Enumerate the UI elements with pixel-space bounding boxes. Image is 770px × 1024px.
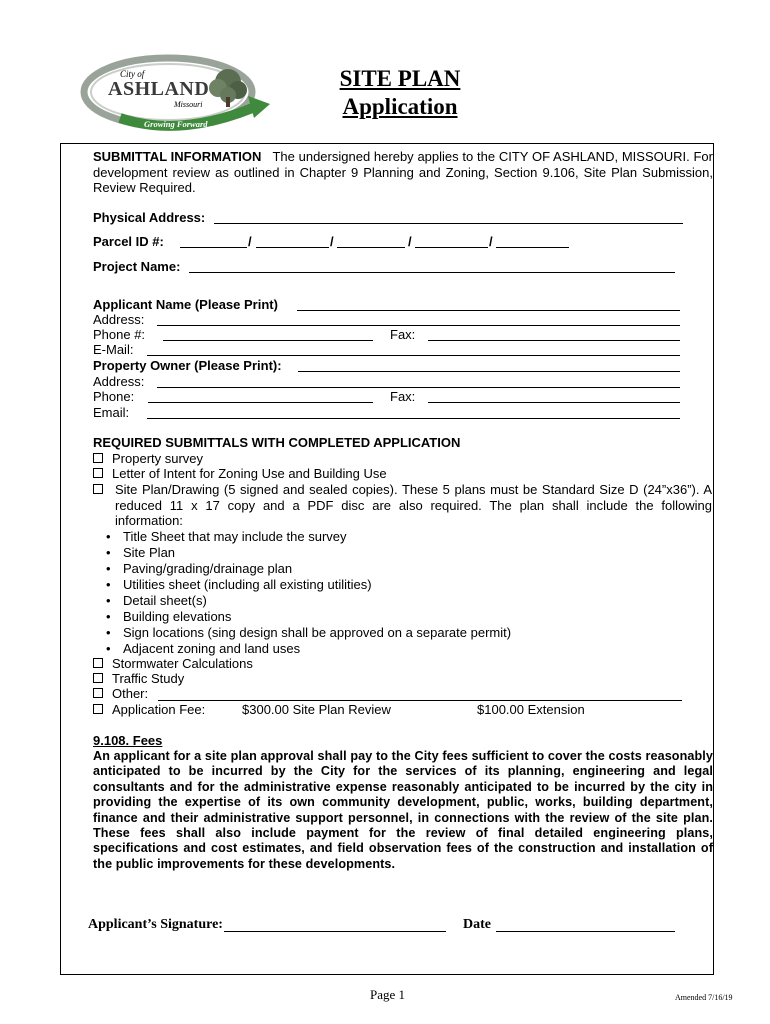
applicant-address-label: Address: bbox=[93, 312, 145, 327]
checklist-item-letter: Letter of Intent for Zoning Use and Building Use bbox=[93, 466, 387, 481]
owner-label: Property Owner (Please Print): bbox=[93, 358, 282, 373]
plan-bullet: • Adjacent zoning and land uses bbox=[106, 641, 300, 656]
applicant-name-field[interactable] bbox=[297, 310, 680, 311]
checkbox[interactable] bbox=[93, 484, 103, 494]
owner-address-field[interactable] bbox=[157, 387, 680, 388]
project-name-field[interactable] bbox=[189, 272, 675, 273]
checkbox[interactable] bbox=[93, 453, 103, 463]
plan-bullet: • Sign locations (sing design shall be approved on a separate permit) bbox=[106, 625, 511, 640]
logo-name: ASHLAND bbox=[108, 78, 210, 100]
checklist-plan-text: Site Plan/Drawing (5 signed and sealed copies). These 5 plans must be Standard Size D (24”x36”). A reduced 11 x 17 copy and a PDF disc are also required. The plan shall include the following information: bbox=[115, 482, 712, 528]
other-field[interactable] bbox=[158, 700, 682, 701]
owner-name-field[interactable] bbox=[298, 371, 680, 372]
applicant-email-label: E-Mail: bbox=[93, 342, 134, 357]
parcel-sep-3: / bbox=[408, 234, 412, 249]
logo-tagline: Growing Forward bbox=[144, 119, 208, 129]
owner-phone-field[interactable] bbox=[148, 402, 373, 403]
fee-site-plan: $300.00 Site Plan Review bbox=[242, 702, 391, 717]
owner-fax-field[interactable] bbox=[428, 402, 680, 403]
owner-address-label: Address: bbox=[93, 374, 145, 389]
checkbox[interactable] bbox=[93, 468, 103, 478]
project-name-label: Project Name: bbox=[93, 259, 181, 274]
date-label: Date bbox=[463, 917, 491, 932]
fees-heading: 9.108. Fees bbox=[93, 733, 163, 748]
applicant-address-field[interactable] bbox=[157, 325, 680, 326]
parcel-id-field-3[interactable] bbox=[337, 247, 405, 248]
applicant-email-field[interactable] bbox=[147, 355, 680, 356]
checklist-item-stormwater: Stormwater Calculations bbox=[93, 656, 253, 671]
checkbox[interactable] bbox=[93, 704, 103, 714]
physical-address-label: Physical Address: bbox=[93, 210, 206, 225]
plan-bullet: • Detail sheet(s) bbox=[106, 593, 207, 608]
page-subtitle: Application bbox=[342, 94, 458, 119]
parcel-sep-2: / bbox=[330, 234, 334, 249]
checklist-item-other: Other: bbox=[93, 686, 148, 701]
fee-extension: $100.00 Extension bbox=[477, 702, 585, 717]
logo-city-of: City of bbox=[120, 69, 145, 79]
signature-label: Applicant’s Signature: bbox=[88, 917, 223, 932]
parcel-id-label: Parcel ID #: bbox=[93, 234, 164, 249]
checklist-item-plan bbox=[93, 482, 112, 497]
physical-address-field[interactable] bbox=[214, 223, 683, 224]
required-heading: REQUIRED SUBMITTALS WITH COMPLETED APPLICATION bbox=[93, 435, 461, 450]
applicant-phone-label: Phone #: bbox=[93, 327, 146, 342]
city-logo bbox=[80, 52, 275, 134]
date-field[interactable] bbox=[496, 931, 675, 932]
owner-fax-label: Fax: bbox=[390, 389, 416, 404]
parcel-sep-1: / bbox=[248, 234, 252, 249]
applicant-name-label: Applicant Name (Please Print) bbox=[93, 297, 278, 312]
checklist-item-traffic: Traffic Study bbox=[93, 671, 184, 686]
submittal-info bbox=[93, 149, 713, 196]
checkbox[interactable] bbox=[93, 673, 103, 683]
checklist-item-fee: Application Fee: bbox=[93, 702, 205, 717]
parcel-id-field-4[interactable] bbox=[415, 247, 488, 248]
applicant-fax-label: Fax: bbox=[390, 327, 416, 342]
owner-email-label: Email: bbox=[93, 405, 130, 420]
checkbox[interactable] bbox=[93, 658, 103, 668]
owner-phone-label: Phone: bbox=[93, 389, 135, 404]
submittal-heading: SUBMITTAL INFORMATION bbox=[93, 149, 262, 164]
logo-state: Missouri bbox=[174, 100, 203, 109]
applicant-fax-field[interactable] bbox=[428, 340, 680, 341]
plan-bullet: • Site Plan bbox=[106, 545, 175, 560]
parcel-id-field-5[interactable] bbox=[496, 247, 569, 248]
page-number: Page 1 bbox=[370, 987, 406, 1002]
parcel-id-field-2[interactable] bbox=[256, 247, 329, 248]
amended-date: Amended 7/16/19 bbox=[675, 993, 733, 1002]
submittal-text: The undersigned hereby applies to the CITY OF ASHLAND, MISSOURI. For development review as outlined in Chapter 9 Planning and Zoning, Section 9.106, Site Plan Submission, Review Required. bbox=[93, 149, 713, 195]
applicant-phone-field[interactable] bbox=[163, 340, 373, 341]
plan-bullet: • Title Sheet that may include the survey bbox=[106, 529, 347, 544]
signature-field[interactable] bbox=[224, 931, 446, 932]
parcel-sep-4: / bbox=[489, 234, 493, 249]
checkbox[interactable] bbox=[93, 688, 103, 698]
page-title: SITE PLAN bbox=[339, 66, 461, 91]
plan-bullet: • Paving/grading/drainage plan bbox=[106, 561, 292, 576]
plan-bullet: • Building elevations bbox=[106, 609, 231, 624]
parcel-id-field-1[interactable] bbox=[180, 247, 247, 248]
plan-bullet: • Utilities sheet (including all existing utilities) bbox=[106, 577, 372, 592]
owner-email-field[interactable] bbox=[147, 418, 680, 419]
checklist-item-survey: Property survey bbox=[93, 451, 203, 466]
fees-text: An applicant for a site plan approval shall pay to the City fees sufficient to cover the costs reasonably anticipated to be incurred by the City for the services of its planning, engineering and legal consultants and for the administrative expense reasonably anticipated to be incurred by the city in providing the expertise of its own community development, public, works, building department, finance and their administrative support personnel, in connections with the review of the site plan. These fees shall also include payment for the review of final detailed engineering plans, specifications and cost estimates, and field observation fees of the construction and installation of the public improvements for these developments. bbox=[93, 749, 713, 871]
